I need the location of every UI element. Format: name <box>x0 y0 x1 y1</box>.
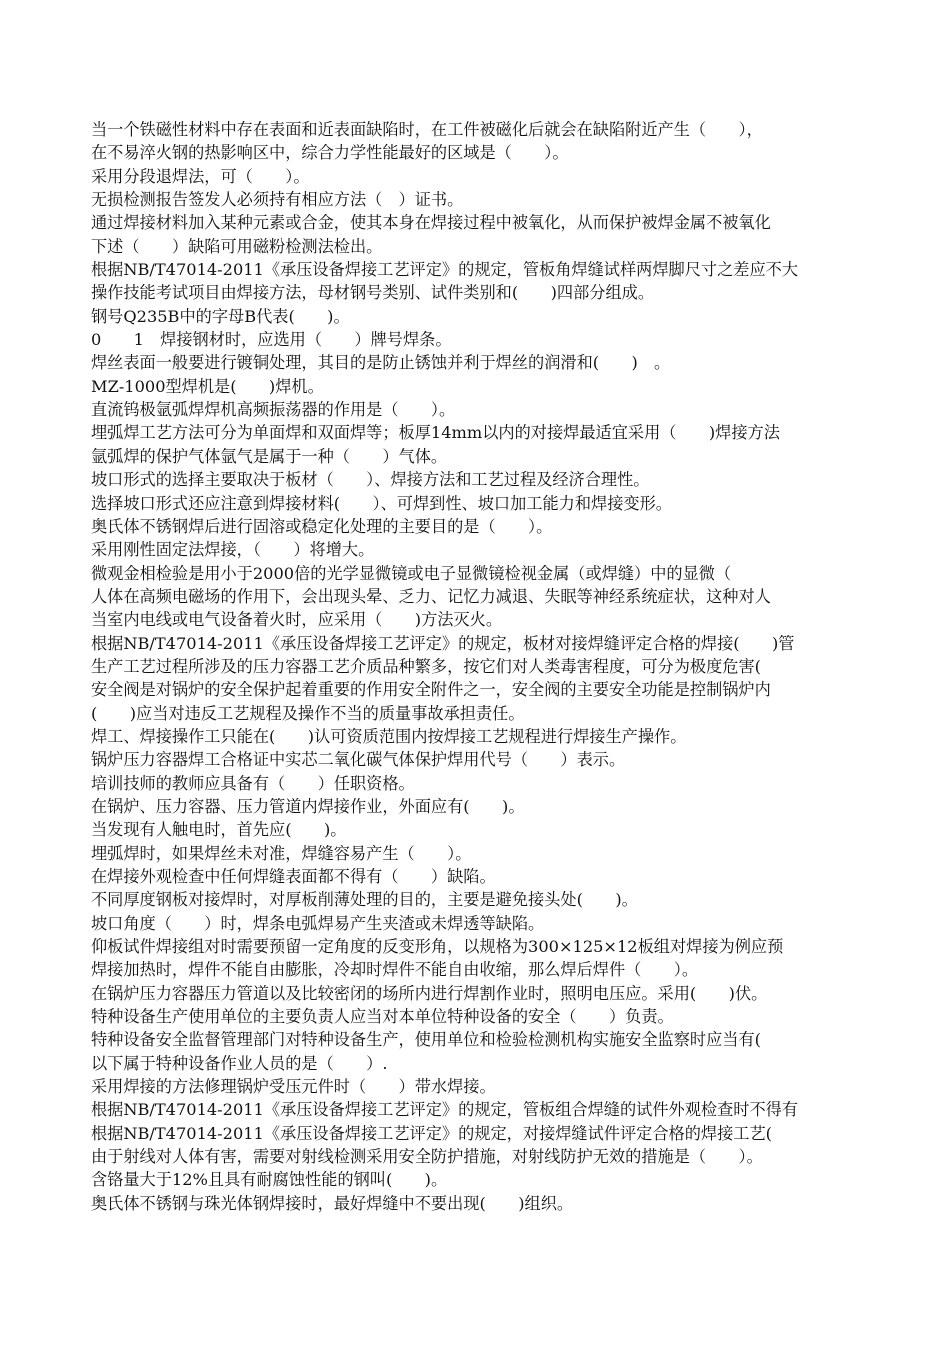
question-line: 当发现有人触电时，首先应( )。 <box>91 820 347 840</box>
question-line: 根据NB/T47014-2011《承压设备焊接工艺评定》的规定，管板组合焊缝的试件外观检查时不得有 <box>91 1100 799 1120</box>
question-line: 锅炉压力容器焊工合格证中实芯二氧化碳气体保护焊用代号（ ）表示。 <box>91 750 626 770</box>
question-line: 不同厚度钢板对接焊时，对厚板削薄处理的目的，主要是避免接头处( )。 <box>91 890 638 910</box>
question-line: 由于射线对人体有害，需要对射线检测采用安全防护措施，对射线防护无效的措施是（ ）。 <box>91 1147 763 1167</box>
question-line: 埋弧焊时，如果焊丝未对准，焊缝容易产生（ ）。 <box>91 843 472 863</box>
question-line: 根据NB/T47014-2011《承压设备焊接工艺评定》的规定，管板角焊缝试样两焊脚尺寸之差应不大 <box>91 260 799 280</box>
question-line: 在锅炉、压力容器、压力管道内焊接作业，外面应有( )。 <box>91 796 525 816</box>
question-line: 人体在高频电磁场的作用下，会出现头晕、乏力、记忆力减退、失眠等神经系统症状，这种对人 <box>91 586 771 606</box>
question-line: 在焊接外观检查中任何焊缝表面都不得有（ ）缺陷。 <box>91 867 496 886</box>
question-line: 生产工艺过程所涉及的压力容器工艺介质品种繁多，按它们对人类毒害程度，可分为极度危害( <box>91 656 761 676</box>
question-line: 仰板试件焊接组对时需要预留一定角度的反变形角，以规格为300×125×12板组对焊接为例应预 <box>91 937 784 957</box>
question-line: 钢号Q235B中的字母B代表( )。 <box>91 306 350 326</box>
question-line: 含铬量大于12%且具有耐腐蚀性能的钢叫( )。 <box>91 1170 448 1190</box>
question-line: 安全阀是对锅炉的安全保护起着重要的作用安全附件之一，安全阀的主要安全功能是控制锅炉内 <box>91 680 771 700</box>
question-line: 焊工、焊接操作工只能在( )认可资质范围内按焊接工艺规程进行焊接生产操作。 <box>91 726 687 746</box>
question-line: 坡口角度（ ）时，焊条电弧焊易产生夹渣或未焊透等缺陷。 <box>91 913 545 933</box>
question-line: 选择坡口形式还应注意到焊接材料( ）、可焊到性、坡口加工能力和焊接变形。 <box>91 493 672 513</box>
question-line: 以下属于特种设备作业人员的是（ ）. <box>91 1053 388 1073</box>
question-line: 根据NB/T47014-2011《承压设备焊接工艺评定》的规定，对接焊缝试件评定合格的焊接工艺( <box>91 1123 772 1143</box>
question-line: 当一个铁磁性材料中存在表面和近表面缺陷时，在工件被磁化后就会在缺陷附近产生（ ）， <box>91 120 763 139</box>
question-line: 无损检测报告签发人必须持有相应方法（ ）证书。 <box>91 190 464 210</box>
question-line: 特种设备安全监督管理部门对特种设备生产，使用单位和检验检测机构实施安全监察时应当有( <box>91 1030 761 1050</box>
question-line: MZ-1000型焊机是( )焊机。 <box>91 376 324 396</box>
document-body <box>91 118 901 1215</box>
question-line: 培训技师的教师应具备有（ ）任职资格。 <box>91 773 415 793</box>
question-line: 坡口形式的选择主要取决于板材（ ）、焊接方法和工艺过程及经济合理性。 <box>91 470 650 490</box>
question-line: 特种设备生产使用单位的主要负责人应当对本单位特种设备的安全（ ）负责。 <box>91 1007 674 1027</box>
question-line: 焊丝表面一般要进行镀铜处理，其目的是防止锈蚀并利于焊丝的润滑和( ) 。 <box>91 353 671 373</box>
question-line: 焊接加热时，焊件不能自由膨胀，冷却时焊件不能自由收缩，那么焊后焊件（ ）。 <box>91 960 699 980</box>
question-line: 根据NB/T47014-2011《承压设备焊接工艺评定》的规定，板材对接焊缝评定合格的焊接( )管 <box>91 633 795 653</box>
question-line: 奥氏体不锈钢焊后进行固溶或稳定化处理的主要目的是（ ）。 <box>91 516 553 536</box>
question-line: 在不易淬火钢的热影响区中，综合力学性能最好的区域是（ ）。 <box>91 143 569 163</box>
question-line: 当室内电线或电气设备着火时，应采用（ )方法灭火。 <box>91 610 503 630</box>
question-line: 下述（ ）缺陷可用磁粉检测法检出。 <box>91 236 383 256</box>
question-line: 采用分段退焊法，可（ ）。 <box>91 166 310 186</box>
question-line: 奥氏体不锈钢与珠光体钢焊接时，最好焊缝中不要出现( )组织。 <box>91 1193 574 1213</box>
question-line: 直流钨极氩弧焊焊机高频振荡器的作用是（ ）。 <box>91 400 456 420</box>
question-line: 通过焊接材料加入某种元素或合金，使其本身在焊接过程中被氧化，从而保护被焊金属不被氧化 <box>91 213 771 233</box>
question-line: 采用焊接的方法修理锅炉受压元件时（ ）带水焊接。 <box>91 1077 496 1097</box>
question-line: 埋弧焊工艺方法可分为单面焊和双面焊等；板厚14mm以内的对接焊最适宜采用（ )焊接方法 <box>91 423 780 443</box>
question-line: 0 1 焊接钢材时，应选用（ ）牌号焊条。 <box>91 330 452 350</box>
question-line: 微观金相检验是用小于2000倍的光学显微镜或电子显微镜检视金属（或焊缝）中的显微（ <box>91 563 732 583</box>
question-line: 操作技能考试项目由焊接方法，母材钢号类别、试件类别和( )四部分组成。 <box>91 283 655 303</box>
question-line: 在锅炉压力容器压力管道以及比较密闭的场所内进行焊割作业时，照明电压应。采用( )伏。 <box>91 983 768 1003</box>
question-line: 氩弧焊的保护气体氩气是属于一种（ ）气体。 <box>91 446 448 466</box>
question-line: 采用刚性固定法焊接，（ ）将增大。 <box>91 540 375 560</box>
question-line: ( )应当对违反工艺规程及操作不当的质量事故承担责任。 <box>91 703 525 723</box>
